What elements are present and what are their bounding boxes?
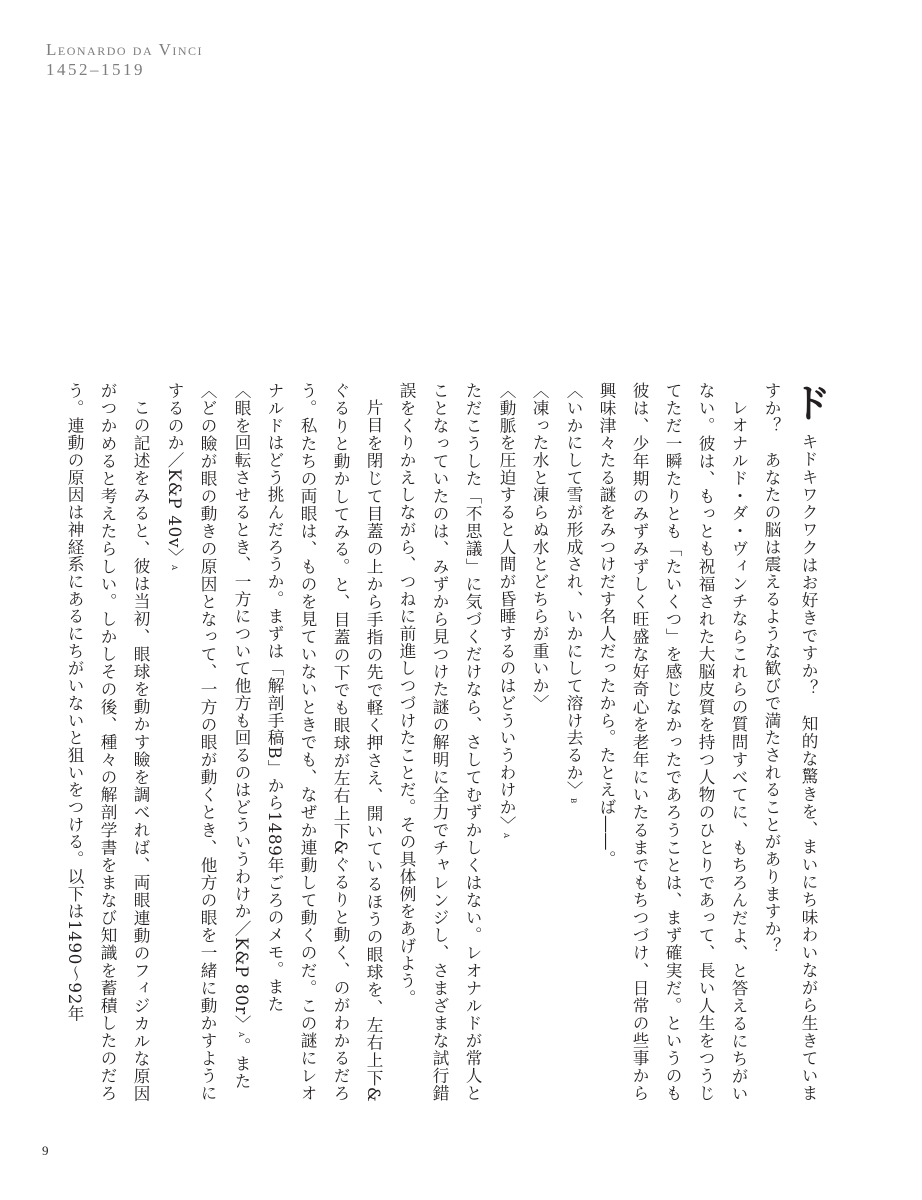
quote-artery-text: 〈動脈を圧迫すると人間が昏睡するのはどういうわけか〉 xyxy=(497,382,516,834)
quote-eye-rotation-tail: 。また xyxy=(232,1037,251,1090)
page-number: 9 xyxy=(42,1143,49,1158)
quote-eyelid xyxy=(157,382,224,1102)
header-author-years: 1452–1519 xyxy=(46,59,145,79)
quote-snow xyxy=(556,382,590,1102)
paragraph-conclusion: この記述をみると、彼は当初、眼球を動かす瞼を調べれば、両眼連動のフィジカルな原因がつかめると考えたらしい。しかしその後、種々の解剖学書をまなび知識を蓄積したのだろう。連動の原因は神経系にあるにちがいないと狙いをつける。以下は1490～92年 xyxy=(65,382,150,1102)
quote-eye-rotation xyxy=(224,382,258,1102)
drop-cap: ド xyxy=(785,382,832,423)
quote-snow-ref: B xyxy=(569,798,577,804)
quote-snow-text: 〈いかにして雪が形成され、いかにして溶け去るか〉 xyxy=(564,382,583,799)
paragraph-intro xyxy=(755,382,832,1102)
body-text xyxy=(58,382,832,1102)
paragraph-challenge: ただこうした「不思議」に気づくだけなら、さしてむずかしくはない。レオナルドが常人とことなっていたのは、みずから見つけた謎の解明に全力でチャレンジし、さまざまな試行錯誤をくりかえしながら、つねに前進しつづけたことだ。その具体例をあげよう。 xyxy=(397,382,482,1102)
quote-water: 〈凍った水と凍らぬ水とどちらが重いか〉 xyxy=(530,382,549,712)
quote-eyelid-ref: A xyxy=(170,565,178,571)
running-header xyxy=(46,40,203,79)
paragraph-eye-experiment: 片目を閉じて目蓋の上から手指の先で軽く押さえ、開いているほうの眼球を、左右上下&ぐるりと動かしてみる。と、目蓋の下でも眼球が左右上下&ぐるりと動く、のがわかるだろう。私たちの両眼は、ものを見ていないときでも、なぜか連動して動くのだ。この謎にレオナルドはどう挑んだろうか。まずは「解剖手稿B」から1489年ごろのメモ。また xyxy=(265,382,383,1102)
quote-artery xyxy=(489,382,523,1102)
header-author-name: Leonardo da Vinci xyxy=(46,40,204,59)
quote-eyelid-text: 〈どの瞼が眼の動きの原因となって、一方の眼が動くとき、他方の眼を一緒に動かすようにするのか／K&P 40v〉 xyxy=(165,382,217,1102)
paragraph-intro-text: キドキワクワクはお好きですか？ 知的な驚きを、まいにち味わいながら生きていますか？ あなたの脳は震えるような歓びで満たされることがありますか？ xyxy=(762,382,818,1102)
paragraph-leonardo: レオナルド・ダ・ヴィンチならこれらの質問すべてに、もちろんだよ、と答えるにちがいない。彼は、もっとも祝福された大脳皮質を持つ人物のひとりであって、長い人生をつうじてただ一瞬たりとも「たいくつ」を感じなかったであろうことは、まず確実だ。というのも彼は、少年期のみずみずしく旺盛な好奇心を老年にいたるまでもちつづけ、日常の些事から興味津々たる謎をみつけだす名人だったから。たとえば――。 xyxy=(597,382,748,1102)
quote-artery-ref: A xyxy=(502,833,510,839)
quote-eye-rotation-text: 〈眼を回転させるとき、一方について他方も回るのはどういうわけか／K&P 80r〉 xyxy=(232,382,251,1033)
quote-eye-rotation-ref: A xyxy=(237,1032,245,1038)
